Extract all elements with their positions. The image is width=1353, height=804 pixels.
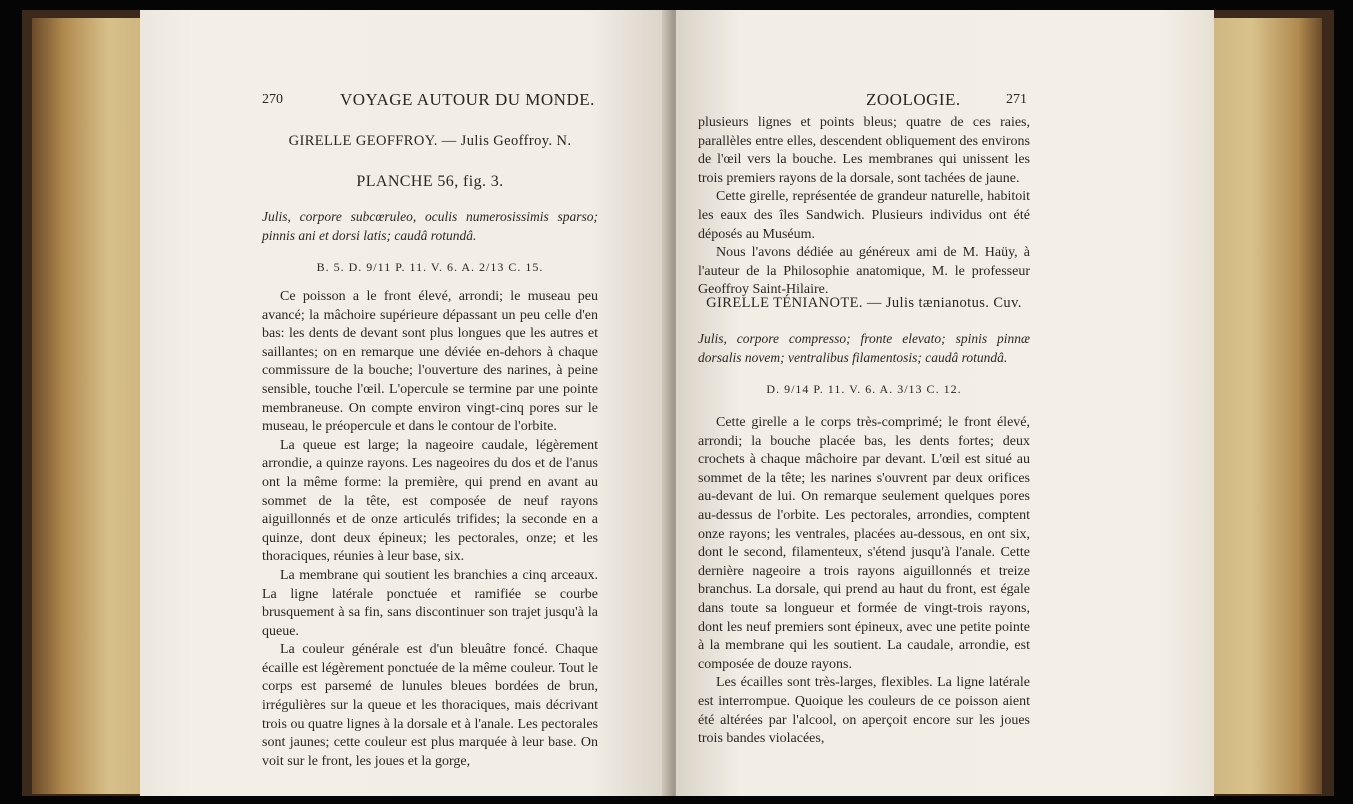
left-page: [140, 10, 668, 796]
right-page: [676, 10, 1214, 796]
paragraph: Cette girelle, représentée de grandeur naturelle, habitoit les eaux des îles Sandwich. Plusieurs individus ont été déposés au Muséum.: [698, 189, 1030, 242]
open-book: [22, 10, 1334, 796]
page-edges-right: [1204, 18, 1322, 794]
species-title-left: GIRELLE GEOFFROY. — Julis Geoffroy. N.: [288, 133, 572, 149]
paragraph: Cette girelle a le corps très-comprimé; le front élevé, arrondi; la bouche placée bas, les dents fortes; deux crochets à chaque mâchoire par devant. L'œil est situé au sommet de la tête; les narines s'ouvrent par deux orifices au-devant de lui. On remarque seulement quelques pores au-dessus de l'orbite. Les pectorales, arrondies, comptent onze rayons; les ventrales, placées au-dessous, en ont six, dont le second, filamenteux, s'étend jusqu'à l'anale. Cette dernière nageoire a trois rayons aiguillonnés et treize branchus. La dorsale, qui prend au haut du front, est égale dans toute sa longueur et formée de vingt-trois rayons, dont les neuf premiers sont épineux, avec une petite pointe à la membrane qui les soutient. La caudale, arrondie, est composée de douze rayons.: [698, 415, 1030, 672]
body-text-left: [262, 288, 598, 771]
page-number-right: 271: [1006, 92, 1027, 107]
species-title-right: GIRELLE TÉNIANOTE. — Julis tænianotus. Cuv.: [706, 295, 1022, 311]
page-number-left: 270: [262, 92, 283, 107]
fin-formula-left: B. 5. D. 9/11 P. 11. V. 6. A. 2/13 C. 15.: [316, 260, 544, 274]
running-head-right: ZOOLOGIE.: [866, 90, 961, 109]
paragraph: Les écailles sont très-larges, flexibles. La ligne latérale est interrompue. Quoique les couleurs de ce poisson aient été altérées par l'alcool, on aperçoit encore sur les joues trois bandes violacées,: [698, 675, 1030, 747]
paragraph: Ce poisson a le front élevé, arrondi; le museau peu avancé; la mâchoire supérieure dépassant un peu celle d'en bas: les dents de devant sont plus longues que les autres et saillantes; on en remarque une déviée en-dehors à chaque commissure de la bouche; l'ouverture des narines, à peine sensible, touche l'œil. L'opercule se termine par une pointe membraneuse. On compte environ vingt-cinq pores sur le museau, le préopercule et dans le contour de l'orbite.: [262, 289, 598, 435]
body-text-right-bottom: [698, 414, 1030, 749]
paragraph: La couleur générale est d'un bleuâtre foncé. Chaque écaille est légèrement ponctuée de la même couleur. Tout le corps est parsemé de lunules bleues bordées de brun, irrégulières sur la queue et les thoraciques, mais décrivant trois ou quatre lignes à la dorsale et à l'anale. Les pectorales sont jaunes; cette couleur est plus marquée à leur base. On voit sur le front, les joues et la gorge,: [262, 642, 598, 769]
latin-diagnosis-left: Julis, corpore subcœruleo, oculis numerosissimis sparso; pinnis ani et dorsi latis; caudâ rotundâ.: [262, 209, 598, 243]
plate-reference: PLANCHE 56, fig. 3.: [356, 173, 504, 190]
paragraph: Nous l'avons dédiée au généreux ami de M. Haüy, à l'auteur de la Philosophie anatomique, M. le professeur Geoffroy Saint-Hilaire.: [698, 245, 1030, 298]
paragraph: La membrane qui soutient les branchies a cinq arceaux. La ligne latérale ponctuée et ramifiée se courbe brusquement à sa fin, sans discontinuer son trajet jusqu'à la queue.: [262, 567, 598, 639]
paragraph: La queue est large; la nageoire caudale, légèrement arrondie, a quinze rayons. Les nageoires du dos et de l'anus ont la même forme: la première, qui prend en avant au sommet de la tête, est composée de neuf rayons aiguillonnés et de onze articulés trifides; la seconde en a quinze, dont deux épineux; les pectorales, onze; et les thoraciques, réunies à leur base, six.: [262, 437, 598, 565]
paragraph: plusieurs lignes et points bleus; quatre de ces raies, parallèles entre elles, descendent obliquement des environs de l'œil vers la bouche. Les membranes qui unissent les trois premiers rayons de la dorsale, sont tachées de jaune.: [698, 115, 1030, 186]
latin-diagnosis-right: Julis, corpore compresso; fronte elevato; spinis pinnæ dorsalis novem; ventralibus filamentosis; caudâ rotundâ.: [698, 331, 1030, 365]
body-text-right-top: [698, 114, 1030, 300]
running-head-left: VOYAGE AUTOUR DU MONDE.: [340, 90, 595, 109]
fin-formula-right: D. 9/14 P. 11. V. 6. A. 3/13 C. 12.: [766, 382, 962, 396]
